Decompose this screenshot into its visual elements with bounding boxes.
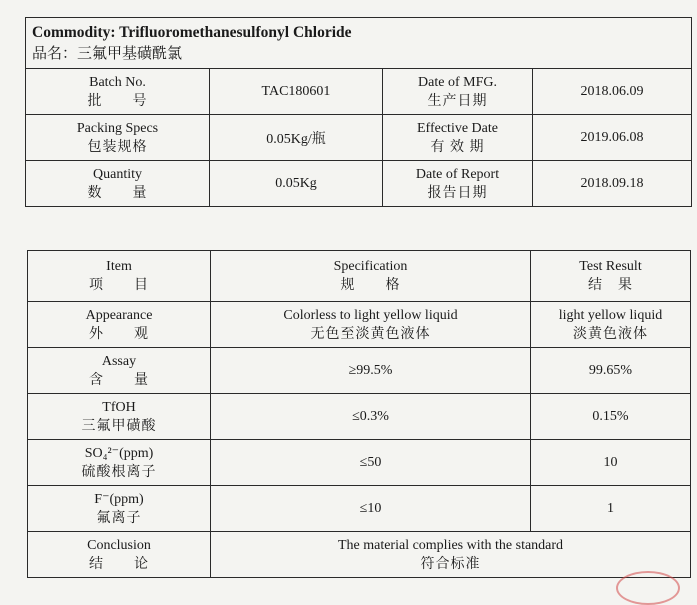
spec-cell: ≥99.5% [211,348,531,394]
spec-cell: ≤50 [211,440,531,486]
table-row [28,394,691,440]
spec-cell: ≤10 [211,486,531,532]
result-cell: 1 [531,486,691,532]
result-header-en: Test Result [579,259,642,274]
mfg-date-label-zh: 生产日期 [427,93,488,109]
conclusion-text-cell [211,532,691,578]
item-en: F⁻(ppm) [94,491,144,507]
batch-no-label-zh: 批 号 [87,93,148,109]
table-row [28,440,691,486]
report-date-label: Date of Report [415,166,500,182]
product-info-table [25,17,692,207]
spec-header-en: Specification [333,259,408,274]
result-cell: 0.15% [531,394,691,440]
item-cell [28,302,211,348]
result-cell [531,302,691,348]
product-name-zh: 三氟甲基磺酰氯 [77,46,183,62]
spec-header [211,251,531,302]
info-row [26,161,692,207]
commodity-line [32,22,691,44]
report-date-value: 2018.09.18 [533,161,692,207]
batch-no-value: TAC180601 [210,69,383,115]
item-cell [28,348,211,394]
item-en: Appearance [85,307,153,323]
result-header-zh: 结 果 [588,278,633,293]
table-row [28,348,691,394]
mfg-date-label: Date of MFG. [418,74,497,90]
item-zh: 三氟甲磺酸 [81,418,157,434]
spec-cell [211,302,531,348]
result-zh: 淡黄色液体 [573,326,648,342]
item-cell [28,440,211,486]
effective-date-value: 2019.06.08 [533,115,692,161]
quantity-value: 0.05Kg [210,161,383,207]
packing-specs-label-zh: 包装规格 [87,139,148,155]
conclusion-text-en: The material complies with the standard [337,537,564,553]
item-en: Assay [101,353,137,369]
info-label-cell [383,115,533,161]
info-row [26,69,692,115]
packing-specs-value: 0.05Kg/瓶 [210,115,383,161]
item-header-en: Item [106,259,132,274]
batch-no-label: Batch No. [89,74,146,90]
conclusion-text-zh: 符合标准 [420,556,481,572]
item-header-zh: 项 目 [89,278,149,293]
item-zh: 氟离子 [96,510,142,526]
info-row [26,115,692,161]
info-label-cell [26,161,210,207]
result-header [531,251,691,302]
info-label-cell [26,69,210,115]
spec-zh: 无色至淡黄色液体 [310,326,431,342]
item-header [28,251,211,302]
test-results-table [27,250,691,578]
spec-header-zh: 规 格 [340,278,401,293]
product-name-line [32,44,691,64]
mfg-date-value: 2018.06.09 [533,69,692,115]
product-name-label: 品名： [32,46,78,62]
table-row [28,302,691,348]
info-label-cell [383,161,533,207]
info-label-cell [26,115,210,161]
result-en: light yellow liquid [558,307,663,323]
conclusion-label-cell [28,532,211,578]
commodity-header [26,18,692,69]
item-zh: 含 量 [89,372,149,388]
conclusion-label-zh: 结 论 [89,556,149,572]
item-en: TfOH [102,399,136,415]
result-cell: 10 [531,440,691,486]
quantity-label-zh: 数 量 [87,185,148,201]
item-zh: 外 观 [89,326,149,342]
effective-date-label: Effective Date [417,120,498,136]
item-cell [28,394,211,440]
report-date-label-zh: 报告日期 [427,185,488,201]
spec-en: Colorless to light yellow liquid [283,307,458,323]
item-cell [28,486,211,532]
conclusion-row [28,532,691,578]
packing-specs-label: Packing Specs [76,120,159,136]
commodity-label: Commodity: [32,24,116,41]
commodity-name: Trifluoromethanesulfonyl Chloride [119,24,352,41]
red-stamp-edge [616,571,680,605]
results-header-row [28,251,691,302]
table-row [28,486,691,532]
spec-cell: ≤0.3% [211,394,531,440]
result-cell: 99.65% [531,348,691,394]
effective-date-label-zh: 有 效 期 [430,139,485,155]
item-zh: 硫酸根离子 [81,464,157,480]
item-en: SO₄²⁻(ppm) [84,445,154,461]
quantity-label: Quantity [93,166,142,182]
conclusion-label-en: Conclusion [87,537,151,553]
info-label-cell [383,69,533,115]
